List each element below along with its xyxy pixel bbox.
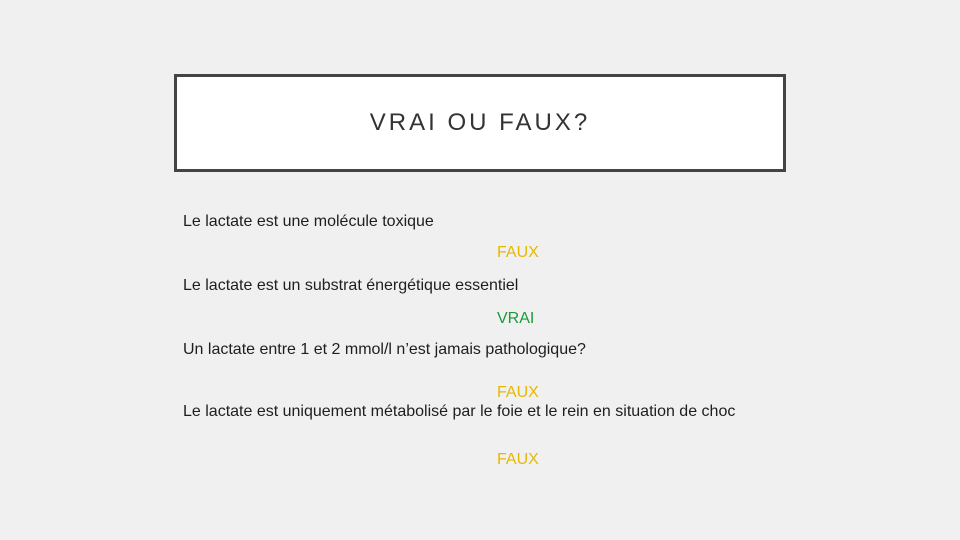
statement-1: Le lactate est une molécule toxique <box>183 213 434 230</box>
answer-2: VRAI <box>497 310 535 327</box>
statement-4: Le lactate est uniquement métabolisé par le foie et le rein en situation de choc <box>183 403 736 420</box>
answer-1: FAUX <box>497 244 539 261</box>
slide-title: VRAI OU FAUX? <box>369 109 591 136</box>
statement-3: Un lactate entre 1 et 2 mmol/l n’est jamais pathologique? <box>183 341 586 358</box>
answer-3: FAUX <box>497 384 539 401</box>
statement-2: Le lactate est un substrat énergétique essentiel <box>183 277 519 294</box>
title-box <box>174 74 786 172</box>
answer-4: FAUX <box>497 451 539 468</box>
